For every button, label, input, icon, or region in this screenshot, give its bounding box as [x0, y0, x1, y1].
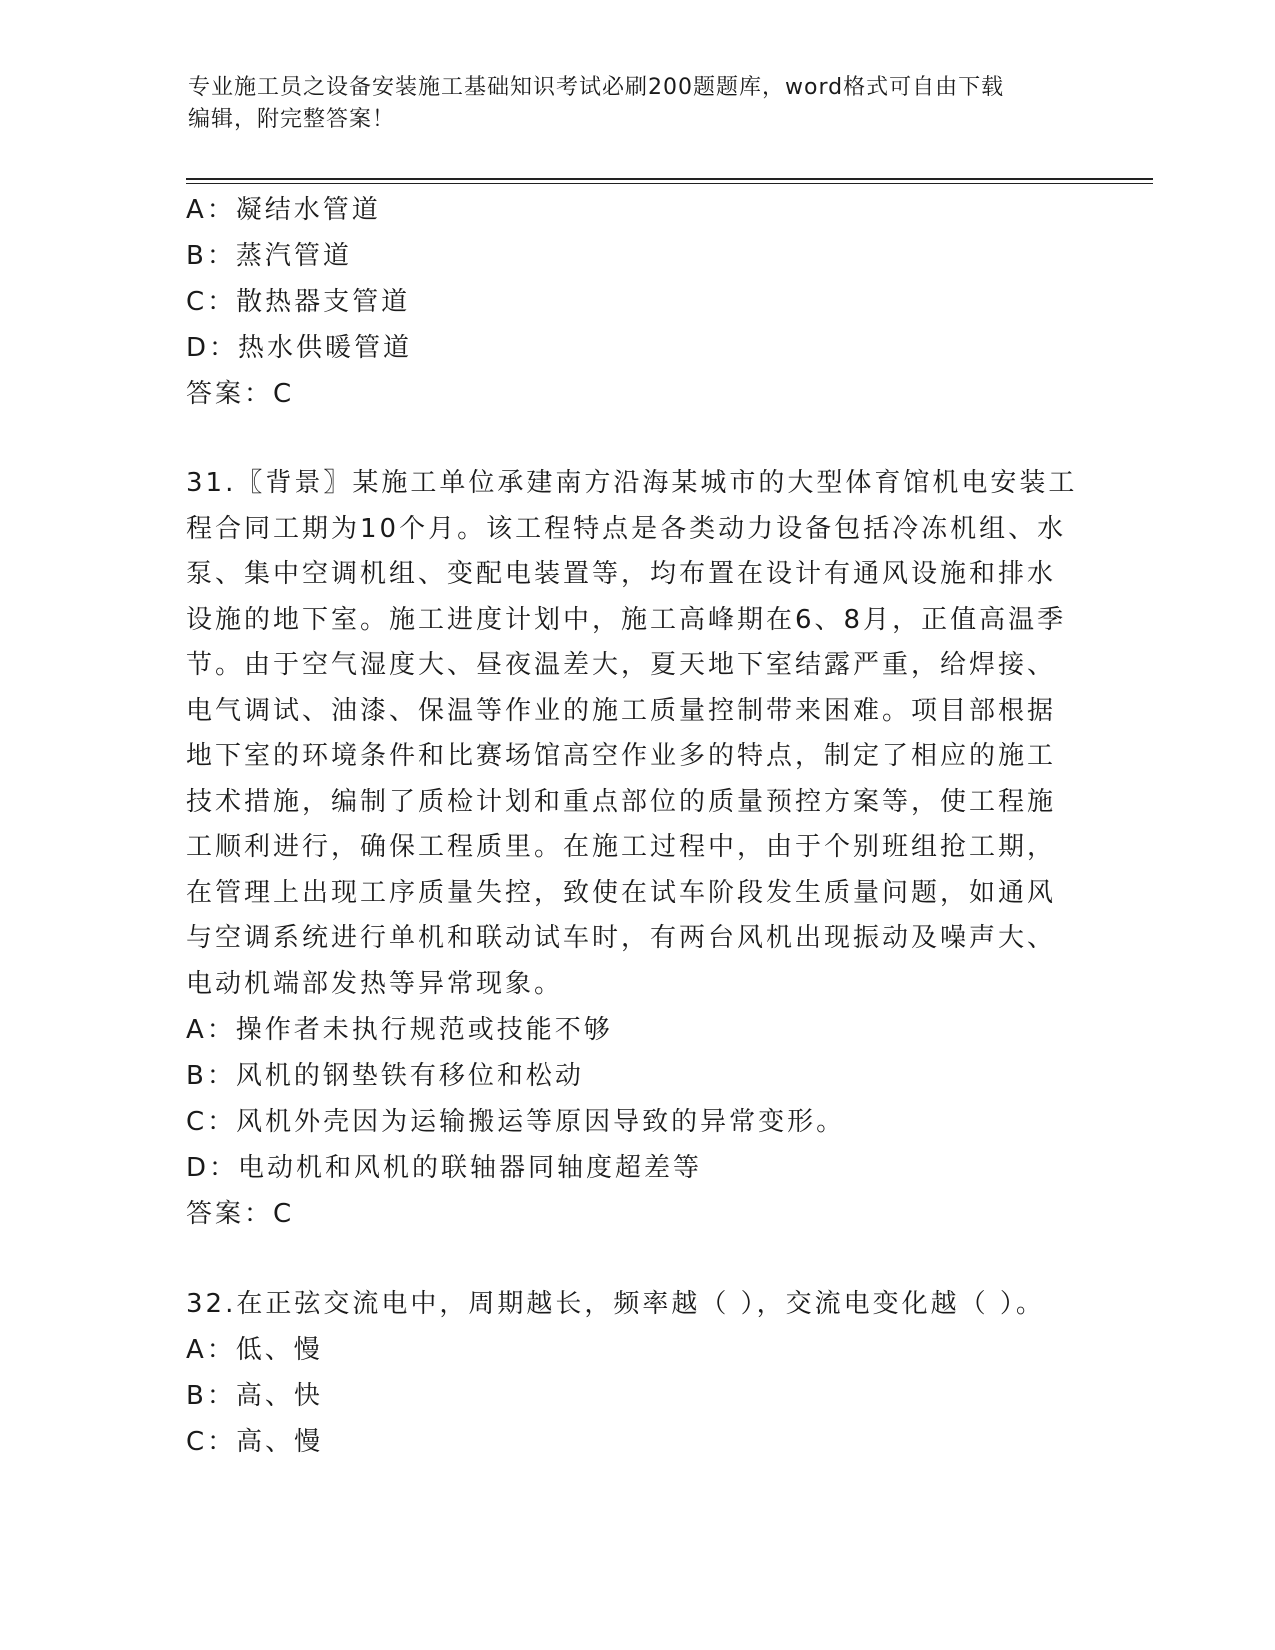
q31-text-line: 与空调系统进行单机和联动试车时，有两台风机出现振动及噪声大、 [186, 923, 1057, 953]
q30-option-b: B：蒸汽管道 [186, 241, 352, 271]
q30-answer: 答案：C [186, 379, 295, 409]
question-30-block [186, 187, 1086, 417]
q31-text-line: 地下室的环境条件和比赛场馆高空作业多的特点，制定了相应的施工 [186, 741, 1057, 771]
q31-option-b: B：风机的钢垫铁有移位和松动 [186, 1061, 584, 1091]
q31-text-line: 工顺利进行，确保工程质里。在施工过程中，由于个别班组抢工期， [186, 832, 1057, 862]
q31-text-line: 节。由于空气湿度大、昼夜温差大，夏天地下室结露严重，给焊接、 [186, 650, 1057, 680]
question-32-block [186, 1281, 1086, 1465]
header-divider-thick [186, 178, 1153, 180]
q32-option-a: A：低、慢 [186, 1335, 323, 1365]
q31-option-d: D：电动机和风机的联轴器同轴度超差等 [186, 1153, 703, 1183]
q31-option-c: C：风机外壳因为运输搬运等原因导致的异常变形。 [186, 1107, 846, 1137]
q31-text-line: 程合同工期为10个月。该工程特点是各类动力设备包括冷冻机组、水 [186, 513, 1067, 544]
q32-option-c: C：高、慢 [186, 1427, 324, 1457]
q31-text-line: 在管理上出现工序质量失控，致使在试车阶段发生质量问题，如通风 [186, 877, 1057, 908]
header-line-2: 编辑，附完整答案！ [188, 107, 396, 132]
spacer [186, 1237, 1086, 1281]
q32-option-b: B：高、快 [186, 1381, 323, 1411]
document-header [188, 72, 1088, 136]
q32-question: 32.在正弦交流电中，周期越长，频率越（ ），交流电变化越（ ）。 [186, 1289, 1045, 1319]
q31-option-a: A：操作者未执行规范或技能不够 [186, 1015, 613, 1045]
document-body [186, 187, 1086, 1465]
q30-option-c: C：散热器支管道 [186, 287, 411, 317]
q31-text-line: 31.〖背景〗某施工单位承建南方沿海某城市的大型体育馆机电安装工 [186, 468, 1078, 498]
q30-option-a: A：凝结水管道 [186, 195, 381, 225]
q31-text-line: 电气调试、油漆、保温等作业的施工质量控制带来困难。项目部根据 [186, 695, 1057, 726]
header-line-1: 专业施工员之设备安装施工基础知识考试必刷200题题库，word格式可自由下载 [188, 75, 1005, 100]
header-divider-thin [186, 183, 1153, 184]
spacer [186, 417, 1086, 461]
q31-text-line: 设施的地下室。施工进度计划中，施工高峰期在6、8月，正值高温季 [186, 604, 1067, 635]
q30-option-d: D：热水供暖管道 [186, 333, 413, 363]
q31-text-line: 电动机端部发热等异常现象。 [186, 968, 564, 999]
q31-text-line: 泵、集中空调机组、变配电装置等，均布置在设计有通风设施和排水 [186, 559, 1057, 589]
q31-answer: 答案：C [186, 1199, 295, 1229]
question-31-block [186, 461, 1086, 1237]
q31-text-line: 技术措施，编制了质检计划和重点部位的质量预控方案等，使工程施 [186, 786, 1057, 817]
